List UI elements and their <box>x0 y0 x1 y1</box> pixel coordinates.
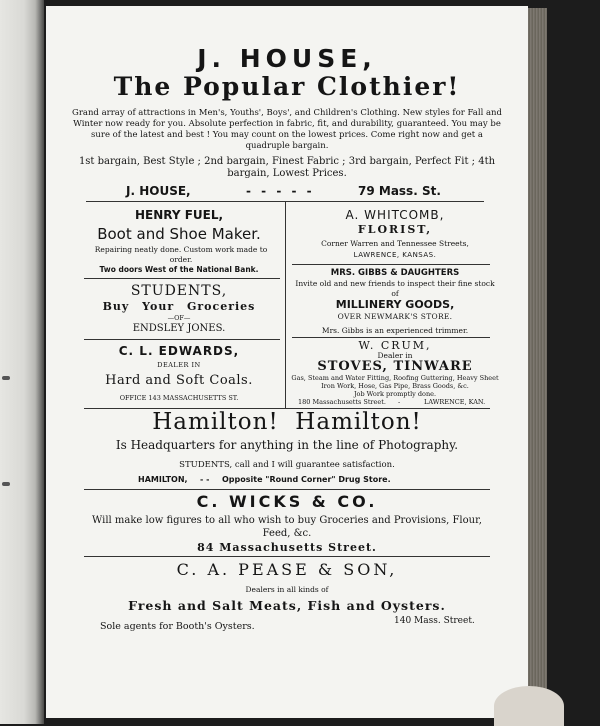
crum-name: W. CRUM, <box>358 339 432 352</box>
wicks-line: Will make low figures to all who wish to buy Groceries and Provisions, Flour, Feed, &c. <box>92 515 482 539</box>
spine-mark <box>2 482 10 486</box>
wicks-name: C. WICKS & CO. <box>196 492 378 511</box>
students-name: ENDSLEY JONES. <box>132 323 226 334</box>
gibbs-note: Mrs. Gibbs is an experienced trimmer. <box>321 326 469 335</box>
whitcomb-name: A. WHITCOMB, <box>345 208 445 222</box>
house-footer-name: J. HOUSE, <box>126 184 191 198</box>
pease-address: 140 Mass. Street. <box>394 616 475 626</box>
gibbs-name: MRS. GIBBS & DAUGHTERS <box>330 268 460 278</box>
section-divider <box>292 264 490 265</box>
house-intro: Grand array of attractions in Men's, Youths', Boys', and Children's Clothing. New styles for Fall and Winter now ready for you. Absolute perfection in fabric, fit, and durability, guaranteed. You may be sure of the latest and best ! You may count on the lowest prices. Come right now and get a quadruple bargain. <box>72 108 502 151</box>
section-divider <box>84 278 280 279</box>
students-line: Buy Your Groceries <box>102 300 256 313</box>
crum-dash: - <box>398 398 401 406</box>
crum-services: Gas, Steam and Water Fitting, Roofing Guttering, Heavy Sheet Iron Work, Hose, Gas Pipe, Brass Goods, &c. <box>291 374 499 390</box>
crum-job: Job Work promptly done. <box>353 390 437 398</box>
hamilton-footer-name: HAMILTON, <box>138 475 188 484</box>
whitcomb-city: LAWRENCE, KANSAS. <box>353 251 437 259</box>
thumb <box>494 686 564 726</box>
section-divider <box>84 489 490 490</box>
hamilton-students: STUDENTS, call and I will guarantee satisfaction. <box>179 460 395 470</box>
house-footer-address: 79 Mass. St. <box>358 184 441 198</box>
house-bargains: 1st bargain, Best Style ; 2nd bargain, Finest Fabric ; 3rd bargain, Perfect Fit ; 4th bargain, Lowest Prices. <box>78 156 496 179</box>
left-page-spine <box>0 0 44 724</box>
section-divider <box>84 339 280 340</box>
pease-goods: Fresh and Salt Meats, Fish and Oysters. <box>128 598 446 613</box>
spine-mark <box>2 376 10 380</box>
section-divider <box>84 556 490 557</box>
hamilton-line: Is Headquarters for anything in the line of Photography. <box>115 438 459 452</box>
whitcomb-address: Corner Warren and Tennessee Streets, <box>321 239 469 248</box>
gibbs-goods: MILLINERY GOODS, <box>335 298 455 311</box>
fuel-trade: Boot and Shoe Maker. <box>97 225 261 243</box>
crum-city: LAWRENCE, KAN. <box>424 398 486 406</box>
students-heading: STUDENTS, <box>130 283 228 299</box>
crum-goods: STOVES, TINWARE <box>317 359 473 374</box>
whitcomb-trade: FLORIST, <box>357 223 433 236</box>
crum-address: 180 Massachusetts Street. <box>298 398 386 406</box>
house-tagline: The Popular Clothier! <box>113 72 461 101</box>
page-stack-edge <box>527 8 547 708</box>
gibbs-location: OVER NEWMARK'S STORE. <box>337 312 453 321</box>
wicks-address: 84 Massachusetts Street. <box>197 541 377 554</box>
hamilton-headline: Hamilton! Hamilton! <box>152 409 422 435</box>
pease-dealers: Dealers in all kinds of <box>245 585 329 594</box>
column-divider <box>285 202 286 408</box>
pease-name: C. A. PEASE & SON, <box>176 560 398 579</box>
edwards-goods: Hard and Soft Coals. <box>105 373 253 388</box>
house-name: J. HOUSE, <box>197 44 377 73</box>
edwards-name: C. L. EDWARDS, <box>118 344 240 358</box>
house-footer-dashes: - - - - - <box>246 184 315 198</box>
fuel-note: Repairing neatly done. Custom work made to order. <box>94 245 268 264</box>
hamilton-footer-location: Opposite "Round Corner" Drug Store. <box>222 475 391 484</box>
hamilton-footer-dashes: - - <box>200 475 210 484</box>
crum-dealer: Dealer in <box>377 351 413 360</box>
edwards-office: OFFICE 143 MASSACHUSETTS ST. <box>119 394 239 402</box>
fuel-name: HENRY FUEL, <box>134 208 224 222</box>
gibbs-invite: Invite old and new friends to inspect their fine stock of <box>295 279 495 298</box>
advertisement-page <box>46 6 528 718</box>
section-divider <box>292 337 490 338</box>
edwards-dealer: DEALER IN <box>157 361 201 369</box>
students-of: —OF— <box>167 314 191 322</box>
fuel-location: Two doors West of the National Bank. <box>99 265 259 274</box>
pease-agents: Sole agents for Booth's Oysters. <box>100 621 255 632</box>
